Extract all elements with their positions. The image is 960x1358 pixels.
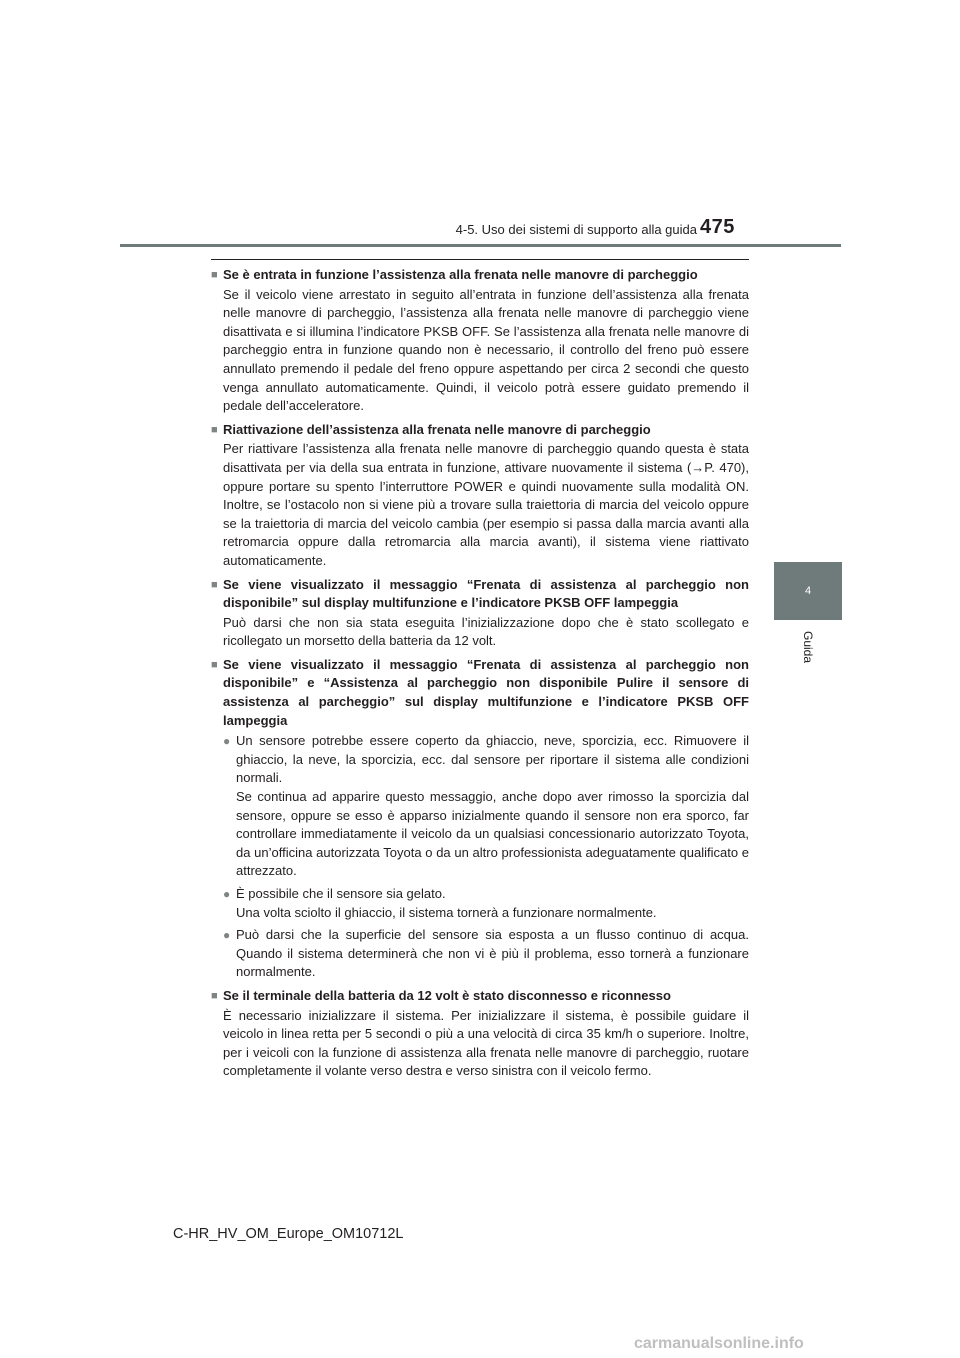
- bullet-text: Se continua ad apparire questo messaggio, anche dopo aver rimosso la sporcizia dal sensore, oppure se esso è apparso inizialmente quando il sensore non era sporco, far controllare immediatamente il veicolo da un qualsiasi concessionario autorizzato Toyota, da un’officina autorizzata Toyota o da un altro professionista adeguatamente qualificato e attrezzato.: [236, 789, 749, 879]
- section-heading: [211, 576, 749, 613]
- document-code: C-HR_HV_OM_Europe_OM10712L: [173, 1226, 404, 1242]
- bullet-text: Un sensore potrebbe essere coperto da ghiaccio, neve, sporcizia, ecc. Rimuovere il ghiaccio, la neve, la sporcizia, ecc. dal sensore per riportare il sistema alle condizioni normali.: [236, 733, 749, 786]
- chapter-tab: [774, 562, 842, 620]
- section-body: Può darsi che non sia stata eseguita l’inizializzazione dopo che è stato scollegato e ricollegato un morsetto della batteria da 12 volt.: [223, 614, 749, 649]
- square-bullet-icon: ■: [211, 658, 218, 671]
- round-bullet-icon: ●: [223, 734, 231, 749]
- square-bullet-icon: ■: [211, 578, 218, 591]
- section-heading: [211, 987, 749, 1006]
- round-bullet-icon: ●: [223, 928, 231, 943]
- chapter-label: Guida: [801, 631, 815, 664]
- round-bullet-icon: ●: [223, 887, 231, 901]
- section-message-not-available: [211, 576, 749, 651]
- list-item: [223, 926, 749, 982]
- section-heading: [211, 266, 749, 285]
- bullet-text: Può darsi che la superficie del sensore sia esposta a un flusso continuo di acqua. Quando il sistema determinerà che non vi è più il problema, esso tornerà a funzionare normalmente.: [236, 927, 749, 980]
- content-top-rule: [211, 259, 749, 260]
- section-heading: [211, 421, 749, 440]
- heading-text: Riattivazione dell’assistenza alla frenata nelle manovre di parcheggio: [223, 421, 651, 437]
- square-bullet-icon: ■: [211, 989, 218, 1002]
- page-content: [211, 266, 749, 1086]
- bullet-text: Una volta sciolto il ghiaccio, il sistema tornerà a funzionare normalmente.: [236, 904, 657, 920]
- heading-text: Se è entrata in funzione l’assistenza alla frenata nelle manovre di parcheggio: [223, 267, 698, 282]
- square-bullet-icon: ■: [211, 423, 218, 436]
- section-reactivation: [211, 421, 749, 571]
- page-number: 475: [700, 216, 735, 238]
- section-message-clean-sensor: [211, 656, 749, 982]
- list-item: [223, 885, 749, 922]
- heading-text: Se viene visualizzato il messaggio “Frenata di assistenza al parcheggio non disponibile” e “Assistenza al parcheggio non disponibile Pulire il sensore di assistenza al parcheggio” sul display multifunzione e l’indicatore PKSB OFF lampeggia: [223, 656, 749, 728]
- section-heading: [211, 656, 749, 730]
- bullet-text: È possibile che il sensore sia gelato.: [236, 886, 446, 901]
- section-parking-brake-activated: [211, 266, 749, 416]
- watermark: carmanualsonline.info: [634, 1335, 804, 1352]
- chapter-number: 4: [804, 585, 812, 597]
- section-body: Per riattivare l’assistenza alla frenata nelle manovre di parcheggio quando questa è stata disattivata per via della sua entrata in funzione, attivare nuovamente il sistema (→P. 470), oppure portare su spento l’interruttore POWER e quindi nuovamente sulla modalità ON. Inoltre, se l’ostacolo non si viene più a trovare sulla traiettoria di marcia del veicolo oppure se la traiettoria di marcia del veicolo cambia (per esempio si passa dalla marcia avanti alla retromarcia oppure dalla retromarcia alla marcia avanti), il sistema viene riattivato automaticamente.: [223, 441, 749, 568]
- header-rule: [120, 244, 841, 247]
- section-body: È necessario inizializzare il sistema. Per inizializzare il sistema, è possibile guidare il veicolo in linea retta per 5 secondi o più a una velocità di circa 35 km/h o superiore. Inoltre, per i veicoli con la funzione di assistenza alla frenata nelle manovre di parcheggio, ruotare completamente il volante verso destra e verso sinistra con il veicolo fermo.: [223, 1007, 749, 1079]
- section-battery-reconnected: [211, 987, 749, 1081]
- heading-text: Se viene visualizzato il messaggio “Frenata di assistenza al parcheggio non disponibile” sul display multifunzione e l’indicatore PKSB OFF lampeggia: [223, 576, 749, 611]
- list-item: [223, 732, 749, 881]
- section-body: Se il veicolo viene arrestato in seguito all’entrata in funzione dell’assistenza alla frenata nelle manovre di parcheggio, l’assistenza alla frenata nelle manovre di parcheggio viene disattivata e si illumina l’indicatore PKSB OFF. Se l’assistenza alla frenata nelle manovre di parcheggio entra in funzione quando non è necessario, il controllo del freno può essere annullato premendo il pedale del freno oppure aspettando per circa 2 secondi che questo venga annullato automaticamente. Quindi, il veicolo potrà essere guidato premendo il pedale dell’acceleratore.: [223, 286, 749, 414]
- header-section-title: 4-5. Uso dei sistemi di supporto alla guida: [455, 222, 697, 237]
- square-bullet-icon: ■: [211, 269, 218, 281]
- heading-text: Se il terminale della batteria da 12 volt è stato disconnesso e riconnesso: [223, 987, 671, 1003]
